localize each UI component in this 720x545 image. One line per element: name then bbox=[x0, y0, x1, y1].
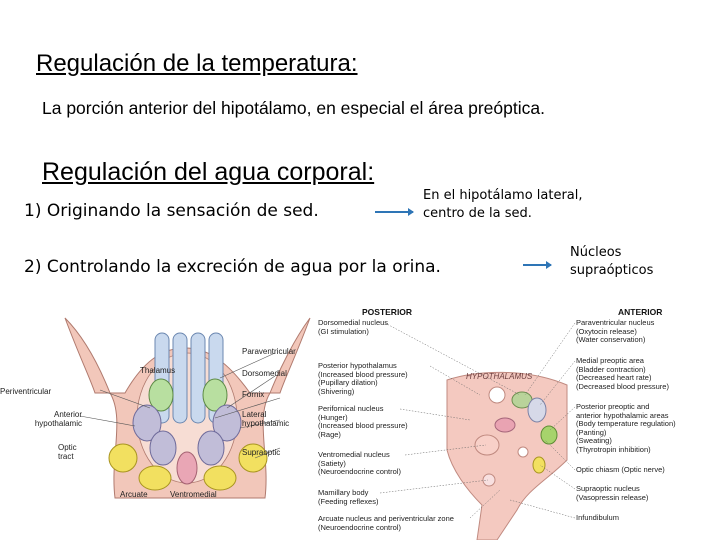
sagittal-left-label-4: Ventromedial nucleus (Satiety) (Neuroendocrine control) bbox=[318, 450, 401, 477]
label-lateral-hypothalamic: Lateral hypothalamic bbox=[242, 410, 290, 428]
label-optic-tract: Optic tract bbox=[58, 443, 77, 461]
label-arcuate: Arcuate bbox=[120, 490, 148, 499]
water-item-2: 2) Controlando la excreción de agua por la orina. bbox=[24, 257, 441, 277]
water-note-2-line-1: Núcleos bbox=[570, 245, 622, 260]
label-thalamus: Thalamus bbox=[140, 366, 176, 375]
hypothalamus-center-label: HYPOTHALAMUS bbox=[466, 372, 533, 381]
anterior-title: ANTERIOR bbox=[618, 307, 663, 317]
sagittal-right-label-3: Posterior preoptic and anterior hypothalamic areas (Body temperature regulation) (Panting) (Sweating) (Thyrotropin inhibition) bbox=[576, 402, 676, 454]
sagittal-left-label-5: Mamillary body (Feeding reflexes) bbox=[318, 488, 379, 506]
label-paraventricular: Paraventricular bbox=[242, 347, 296, 356]
temperature-text: La porción anterior del hipotálamo, en especial el área preóptica. bbox=[42, 98, 545, 118]
sagittal-right-label-1: Paraventricular nucleus (Oxytocin release) (Water conservation) bbox=[576, 318, 655, 345]
sagittal-right-label-5: Supraoptic nucleus (Vasopressin release) bbox=[576, 484, 649, 502]
sagittal-right-label-6: Infundibulum bbox=[576, 513, 619, 522]
water-item-1: 1) Originando la sensación de sed. bbox=[24, 201, 319, 221]
temperature-heading: Regulación de la temperatura: bbox=[36, 50, 358, 77]
posterior-title: POSTERIOR bbox=[362, 307, 413, 317]
sagittal-left-label-3: Perifornical nucleus (Hunger) (Increased blood pressure) (Rage) bbox=[318, 404, 408, 439]
label-periventricular: Periventricular bbox=[0, 387, 52, 396]
sagittal-right-label-4: Optic chiasm (Optic nerve) bbox=[576, 465, 665, 474]
water-note-1-line-2: centro de la sed. bbox=[423, 206, 532, 221]
label-ventromedial: Ventromedial bbox=[170, 490, 217, 499]
label-dorsomedial: Dorsomedial bbox=[242, 369, 287, 378]
water-note-1-line-1: En el hipotálamo lateral, bbox=[423, 188, 583, 203]
sagittal-left-label-1: Dorsomedial nucleus (GI stimulation) bbox=[318, 318, 389, 336]
sagittal-right-label-2: Medial preoptic area (Bladder contraction) (Decreased heart rate) (Decreased blood pressure) bbox=[576, 356, 669, 391]
water-heading: Regulación del agua corporal: bbox=[42, 158, 375, 186]
water-note-2-line-2: supraópticos bbox=[570, 263, 654, 278]
label-anterior-hypothalamic: Anterior hypothalamic bbox=[34, 410, 82, 428]
label-fornix: Fornix bbox=[242, 390, 265, 399]
sagittal-left-label-2: Posterior hypothalamus (Increased blood pressure) (Pupillary dilation) (Shivering) bbox=[318, 361, 408, 396]
sagittal-left-label-6: Arcuate nucleus and periventricular zone (Neuroendocrine control) bbox=[318, 514, 454, 532]
label-supraoptic: Supraoptic bbox=[242, 448, 281, 457]
